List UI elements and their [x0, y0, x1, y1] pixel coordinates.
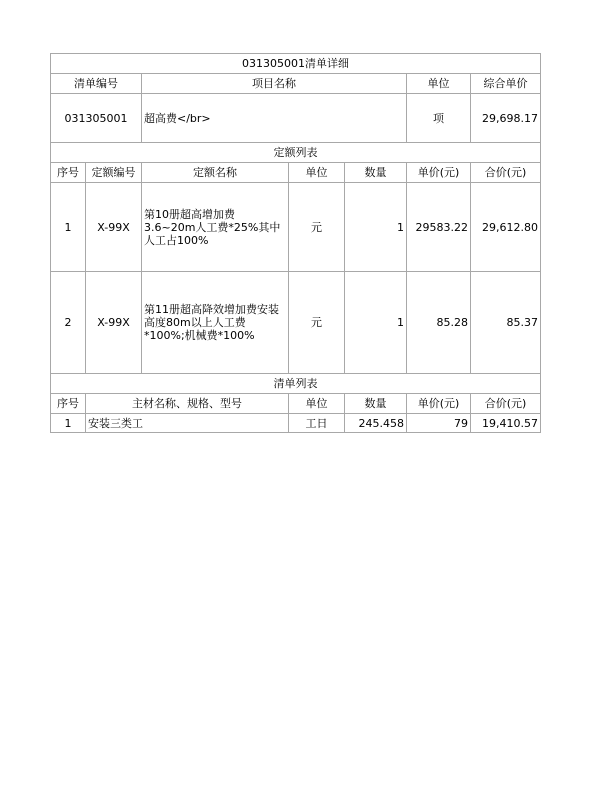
table-row: [51, 414, 541, 433]
quota-total: 85.37: [471, 272, 541, 374]
quota-code: X-99X: [86, 272, 142, 374]
bill-unit: 项: [407, 94, 471, 143]
quota-no-header: 序号: [51, 163, 86, 183]
quota-unit-price-header: 单价(元): [407, 163, 471, 183]
material-no-header: 序号: [51, 394, 86, 414]
quota-unit: 元: [289, 272, 345, 374]
quota-total: 29,612.80: [471, 183, 541, 272]
material-unit-header: 单位: [289, 394, 345, 414]
material-section-title: 清单列表: [51, 374, 541, 394]
quota-qty: 1: [345, 272, 407, 374]
quota-name-header: 定额名称: [142, 163, 289, 183]
material-no: 1: [51, 414, 86, 433]
material-qty-header: 数量: [345, 394, 407, 414]
quota-code-header: 定额编号: [86, 163, 142, 183]
material-qty: 245.458: [345, 414, 407, 433]
quota-unit-price: 29583.22: [407, 183, 471, 272]
sheet-title: 031305001清单详细: [51, 54, 541, 74]
material-unit-price: 79: [407, 414, 471, 433]
bill-unit-header: 单位: [407, 74, 471, 94]
bill-name-header: 项目名称: [142, 74, 407, 94]
quota-no: 1: [51, 183, 86, 272]
quota-total-header: 合价(元): [471, 163, 541, 183]
material-unit: 工日: [289, 414, 345, 433]
table-row: [51, 272, 541, 374]
quota-no: 2: [51, 272, 86, 374]
bill-detail-table: [50, 53, 541, 433]
bill-code-header: 清单编号: [51, 74, 142, 94]
bill-name: 超高费</br>: [142, 94, 407, 143]
bill-price: 29,698.17: [471, 94, 541, 143]
material-total: 19,410.57: [471, 414, 541, 433]
bill-code: 031305001: [51, 94, 142, 143]
material-name-header: 主材名称、规格、型号: [86, 394, 289, 414]
quota-name: 第10册超高增加费3.6~20m人工费*25%其中人工占100%: [142, 183, 289, 272]
table-row: [51, 183, 541, 272]
bill-price-header: 综合单价: [471, 74, 541, 94]
quota-code: X-99X: [86, 183, 142, 272]
material-total-header: 合价(元): [471, 394, 541, 414]
bill-detail-sheet: [50, 53, 540, 433]
material-name: 安装三类工: [86, 414, 289, 433]
quota-qty-header: 数量: [345, 163, 407, 183]
quota-unit-header: 单位: [289, 163, 345, 183]
quota-unit: 元: [289, 183, 345, 272]
quota-qty: 1: [345, 183, 407, 272]
material-unit-price-header: 单价(元): [407, 394, 471, 414]
quota-unit-price: 85.28: [407, 272, 471, 374]
quota-section-title: 定额列表: [51, 143, 541, 163]
quota-name: 第11册超高降效增加费安装高度80m以上人工费*100%;机械费*100%: [142, 272, 289, 374]
